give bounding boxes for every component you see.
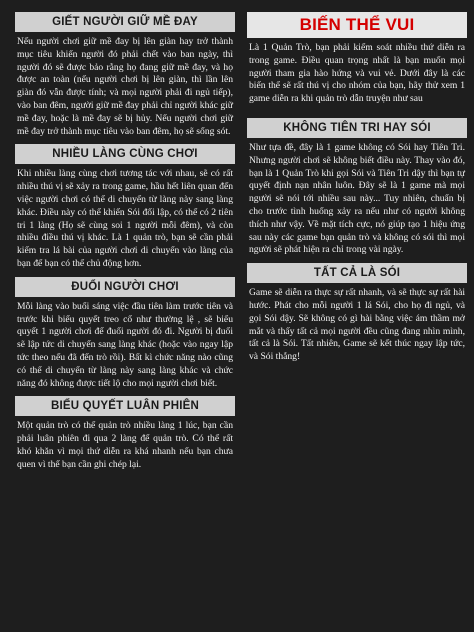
section-title: GIẾT NGƯỜI GIỮ MỀ ĐAY (15, 12, 235, 32)
section-rotating-vote (15, 396, 235, 471)
section-title: ĐUỔI NGƯỜI CHƠI (15, 277, 235, 297)
section-title: BIỂU QUYẾT LUÂN PHIÊN (15, 396, 235, 416)
left-column (15, 12, 235, 478)
section-text: Là 1 Quản Trò, bạn phải kiểm soát nhiều thứ diễn ra trong game. Điều quan trọng nhất là bạn muốn mọi người tham gia hào hứng và vui vẻ. Dưới đây là các biến thể sẽ rất thú vị cho nhóm của bạn, hãy thử xem 1 game diễn ra khi quản trò dẫn truyện như sau (249, 42, 465, 105)
right-column (247, 12, 467, 370)
section-title: TẤT CẢ LÀ SÓI (247, 263, 467, 283)
section-text: Mỗi làng vào buổi sáng việc đầu tiên làm trước tiên và trước khi biểu quyết treo cổ như thường lệ , sẽ biểu quyết 1 người chơi để đuổi người đó đi. Người bị đuổi sẽ lập tức di chuyển sang làng khác (hoặc vào ngay lập tức theo nếu đã đến trò rồi). Bất kì chức năng nào cũng có thể di chuyển từ làng này sang làng khác và chức năng đó không được tiết lộ cho mọi người chơi biết. (17, 300, 233, 389)
section-title: KHÔNG TIÊN TRI HAY SÓI (247, 118, 467, 138)
section-all-wolves (247, 263, 467, 364)
section-multi-village (15, 144, 235, 270)
section-medal-kill (15, 12, 235, 138)
section-text: Game sẽ diễn ra thực sự rất nhanh, và sẽ thực sự rất hài hước. Phát cho mỗi người 1 lá Sói, cho họ đi ngủ, và gọi Sói dậy. Sẽ không có gì hài bằng việc ám thầm mở mắt và thấy tất cả mọi người đều cũng đang nhìn mình, tất cả là Sói. Tất nhiên, Game sẽ kết thúc ngay lập tức, và Sói thắng! (249, 287, 465, 363)
section-no-seer-or-wolf (247, 118, 467, 257)
section-text: Nếu người chơi giữ mề đay bị lên giàn hay trở thành mục tiêu khiến người đó phải chết vào ban ngày, thì người đó sẽ được bảo rằng họ đang giữ mề đay, và họ được an toàn (nếu người chơi bị lên giàn, thì lần lên giàn đó vẫn được tính; và mọi người phải đi ngủ tiếp), vào ban đêm, người giữ mề đay phải chỉ người khác giữ mề đay, hoặc là mề đay sẽ bị hủy. Nếu người chơi giữ mề đay trở thành mục tiêu vào ban đêm, họ sẽ sống sót. (17, 36, 233, 137)
section-text: Một quản trò có thể quản trò nhiều làng 1 lúc, bạn cần phải luân phiên đi qua 2 làng để quản trò. Có thể rất khó khăn vì mọi thứ diễn ra khá nhanh nếu bạn chưa quen vì thế bạn cần ghi chép lại. (17, 420, 233, 470)
section-fun-variants (247, 12, 467, 106)
section-text: Khi nhiều làng cùng chơi tương tác với nhau, sẽ có rất nhiều thú vị sẽ xảy ra trong game, hầu hết liên quan đến việc người chơi có thể di chuyển từ làng này sang làng khác. Điều này có thể khiến Sói đối lập, có thể có 2 tiên tri 1 làng (Họ sẽ cùng soi 1 người mỗi đêm), và còn nhiều điều thú vị khác. Là 1 quản trò, bạn sẽ cần phải kiểm tra lá bài của người chơi di chuyển vào làng của bạn để bạn có thể chủ động hơn. (17, 168, 233, 269)
page-title: BIẾN THỂ VUI (247, 12, 467, 38)
section-expel-player (15, 277, 235, 391)
section-title: NHIỀU LÀNG CÙNG CHƠI (15, 144, 235, 164)
section-text: Như tựa đề, đây là 1 game không có Sói hay Tiên Tri. Nhưng người chơi sẽ không biết điều này. Thay vào đó, bạn là 1 Quản Trò khi gọi Sói và Tiên Tri dậy thì bạn tự quyết định nạn nhân luôn. Đây sẽ là 1 game mà mọi người sẽ nói tới nhiều sau này... Tuy nhiên, chuẩn bị cho trước tình huống xảy ra nếu như có người không thích như vậy. Về mặt tích cực, nó giúp tạo 1 hiệu ứng sau này các game bạn quản trò và không có sói thì mọi người sẽ phát hiện ra chỉ trong vài ngày. (249, 141, 465, 256)
